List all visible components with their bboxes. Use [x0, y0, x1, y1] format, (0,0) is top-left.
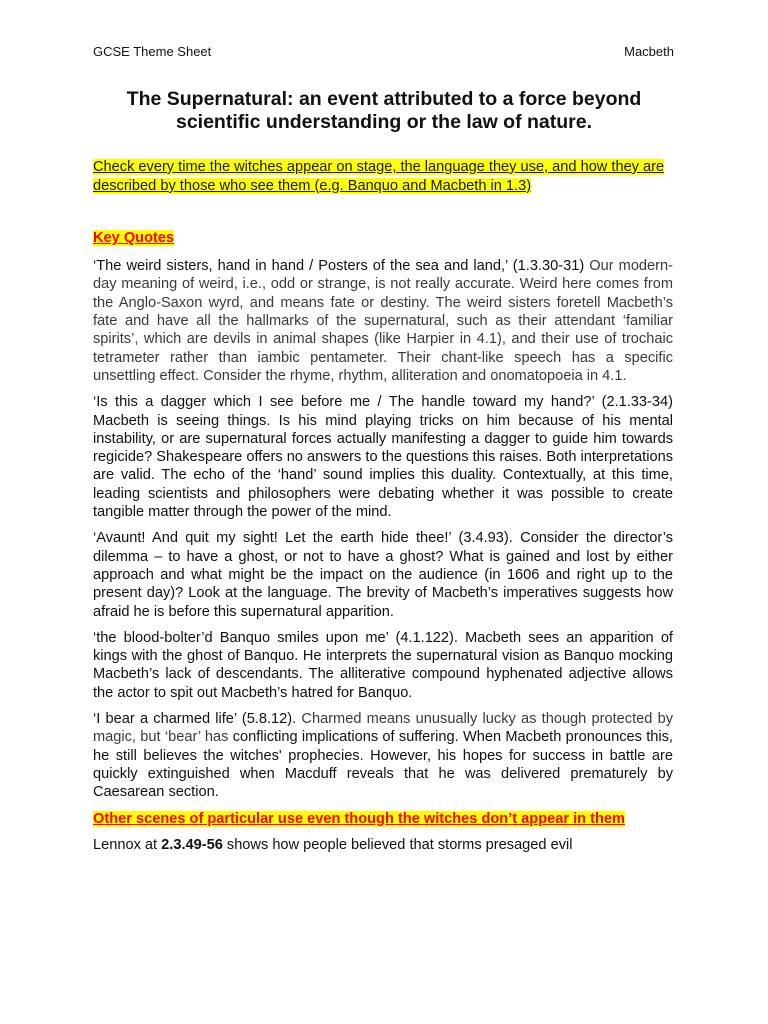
lennox-suffix: shows how people believed that storms presaged evil [222, 836, 573, 853]
lennox-ref: 2.3.49-56 [161, 836, 223, 853]
quote-1-note: Our modern-day meaning of weird, i.e., odd or strange, is not really accurate. Weird here comes from the Anglo-Saxon wyrd, and means fate or destiny. The weird sisters foretell Macbeth’s fate and have all the hallmarks of the supernatural, such as their attendant ‘familiar spirits’, which are devils in animal shapes (like Harpier in 4.1), and their use of trochaic tetrameter rather than iambic pentameter. Their chant-like speech has a specific unsettling effect. Consider the rhyme, rhythm, alliteration and onomatopoeia in 4.1. [93, 258, 673, 384]
quote-4-main: ‘the blood-bolter’d Banquo smiles upon me’ (4.1.122). Macbeth sees an apparition of kings with the ghost of Banquo. He interprets the supernatural vision as Banquo mocking Macbeth’s lack of descendants. The alliterative compound hyphenated adjective allows the actor to spit out Macbeth’s hatred for Banquo. [93, 629, 673, 701]
document-body [93, 158, 673, 854]
quote-1-main: ‘The weird sisters, hand in hand / Posters of the sea and land,’ (1.3.30-31) [93, 258, 585, 275]
quote-paragraph-4 [93, 629, 673, 702]
title-line-2: scientific understanding or the law of nature. [175, 111, 593, 133]
key-quotes-highlight: Key Quotes [93, 230, 175, 247]
quote-paragraph-1 [93, 257, 673, 385]
page-header [93, 44, 674, 59]
instruction-text [93, 158, 673, 195]
quote-paragraph-3 [93, 529, 673, 620]
other-scenes-highlight: Other scenes of particular use even though the witches don’t appear in them [93, 810, 625, 827]
other-scenes-heading [93, 810, 673, 828]
quote-3-main: ‘Avaunt! And quit my sight! Let the earth hide thee!’ (3.4.93). Consider the director’s dilemma – to have a ghost, or not to have a ghost? What is gained and lost by either approach and what might be the impact on the audience (in 1606 and right up to the present day)? Look at the language. The brevity of Macbeth’s imperatives suggests how afraid he is before this supernatural apparition. [93, 530, 673, 620]
page-title [60, 88, 708, 134]
lennox-prefix: Lennox at [93, 836, 162, 853]
quote-5-main: ‘I bear a charmed life’ (5.8.12). [93, 711, 297, 728]
key-quotes-heading [93, 229, 673, 247]
lennox-line [93, 836, 673, 854]
quote-5-rest: conflicting implications of suffering. When Macbeth pronounces this, he still believes the witches' prophecies. However, his hopes for success in battle are quickly extinguished when Macduff reveals that he was delivered prematurely by Caesarean section. [93, 729, 673, 801]
title-line-1: The Supernatural: an event attributed to a force beyond [126, 88, 642, 110]
quote-paragraph-5 [93, 710, 673, 801]
header-right: Macbeth [624, 44, 674, 59]
header-left: GCSE Theme Sheet [93, 44, 212, 59]
quote-5-note: Charmed means unusually lucky as though protected by magic, but ‘bear’ has [93, 711, 673, 746]
quote-paragraph-2 [93, 393, 673, 521]
instruction-highlight: Check every time the witches appear on stage, the language they use, and how they are described by those who see them (e.g. Banquo and Macbeth in 1.3) [93, 159, 665, 194]
quote-2-main: ‘Is this a dagger which I see before me / The handle toward my hand?’ (2.1.33-34) Macbeth is seeing things. Is his mind playing tricks on him because of his mental instability, or are supernatural forces actually manifesting a dagger to guide him towards regicide? Shakespeare offers no answers to the questions this raises. Both interpretations are valid. The echo of the ‘hand’ sound implies this duality. Contextually, at this time, leading scientists and philosophers were debating whether it was possible to create tangible matter through the power of the mind. [93, 394, 673, 521]
